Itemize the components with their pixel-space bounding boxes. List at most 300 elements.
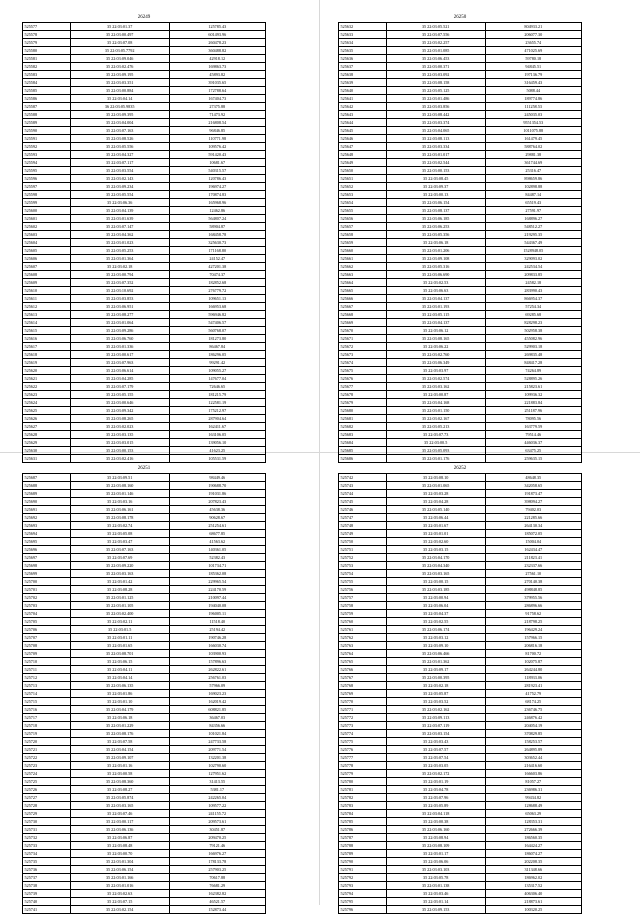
record-id-cell: 525611 xyxy=(23,295,71,303)
table-row xyxy=(339,714,582,722)
amount-cell: 15004.04 xyxy=(485,538,581,546)
record-id-cell: 525577 xyxy=(23,23,71,31)
timestamp-cell: 35 22:03:02.18 xyxy=(70,263,169,271)
amount-cell: 99434.82 xyxy=(485,794,581,802)
timestamp-cell: 35 22:03:09.37 xyxy=(386,183,485,191)
timestamp-cell: 35 22:03:01.016 xyxy=(70,882,169,890)
table-row xyxy=(339,319,582,327)
table-row xyxy=(339,415,582,423)
timestamp-cell: 35 22:03:03.351 xyxy=(70,79,169,87)
timestamp-cell: 35 22:03:05.093 xyxy=(386,447,485,455)
table-row xyxy=(23,650,266,658)
timestamp-cell: 35 22:03:03.334 xyxy=(386,143,485,151)
timestamp-cell: 35 22:03:06.63 xyxy=(386,287,485,295)
table-row xyxy=(339,754,582,762)
table-row xyxy=(339,375,582,383)
table-row xyxy=(23,79,266,87)
amount-cell: 70617.88 xyxy=(169,874,265,882)
table-row xyxy=(23,95,266,103)
timestamp-cell: 35 22:03:00.38 xyxy=(386,818,485,826)
timestamp-cell: 35 22:03:08.160 xyxy=(70,482,169,490)
record-id-cell: 525710 xyxy=(23,658,71,666)
amount-cell: 24152.47 xyxy=(169,255,265,263)
record-id-cell: 525623 xyxy=(23,391,71,399)
table-row xyxy=(23,618,266,626)
timestamp-cell: 35 22:03:05.356 xyxy=(386,231,485,239)
amount-cell: 168458.78 xyxy=(169,231,265,239)
amount-cell: 181273.80 xyxy=(169,335,265,343)
timestamp-cell: 35 22:03:09.220 xyxy=(70,562,169,570)
table-row xyxy=(339,119,582,127)
record-id-cell: 525709 xyxy=(23,650,71,658)
timestamp-cell: 35 22:03:03.554 xyxy=(70,167,169,175)
timestamp-cell: 35 22:03:07.96 xyxy=(386,794,485,802)
timestamp-cell: 35 22:03:01.229 xyxy=(70,722,169,730)
amount-cell: 163779.59 xyxy=(485,423,581,431)
timestamp-cell: 35 22:03:08.165 xyxy=(386,335,485,343)
table-row xyxy=(23,594,266,602)
record-id-cell: 525582 xyxy=(23,63,71,71)
amount-cell: 259635.15 xyxy=(485,455,581,463)
timestamp-cell: 35 22:03:05.556 xyxy=(70,143,169,151)
amount-cell: 229965.54 xyxy=(169,578,265,586)
record-id-cell: 525608 xyxy=(23,271,71,279)
table-row xyxy=(339,474,582,482)
table-row xyxy=(23,514,266,522)
timestamp-cell: 35 22:03:07.117 xyxy=(70,159,169,167)
record-id-cell: 525618 xyxy=(23,351,71,359)
record-id-cell: 525596 xyxy=(23,175,71,183)
amount-cell: 186074.27 xyxy=(485,850,581,858)
record-id-cell: 525589 xyxy=(23,119,71,127)
record-id-cell: 525727 xyxy=(23,794,71,802)
timestamp-cell: 35 22:03:00.371 xyxy=(386,63,485,71)
amount-cell: 260478.23 xyxy=(169,39,265,47)
amount-cell: 264895.89 xyxy=(485,746,581,754)
table-row xyxy=(339,343,582,351)
amount-cell: 57254.34 xyxy=(485,303,581,311)
table-row xyxy=(23,319,266,327)
amount-cell: 828298.23 xyxy=(485,319,581,327)
record-id-cell: 525644 xyxy=(339,119,387,127)
timestamp-cell: 35 22:03:09.046 xyxy=(70,55,169,63)
timestamp-cell: 35 22:03:06.614 xyxy=(70,367,169,375)
record-id-cell: 525762 xyxy=(339,634,387,642)
amount-cell: 105531.59 xyxy=(169,455,265,463)
table-row xyxy=(23,183,266,191)
table-row xyxy=(339,834,582,842)
amount-cell: 207823.43 xyxy=(169,498,265,506)
amount-cell: 10681.67 xyxy=(169,159,265,167)
record-id-cell: 525693 xyxy=(23,522,71,530)
amount-cell: 547406.57 xyxy=(169,319,265,327)
amount-cell: 84356.66 xyxy=(169,722,265,730)
amount-cell: 325630.73 xyxy=(169,239,265,247)
table-row xyxy=(339,455,582,463)
timestamp-cell: 35 22:03:03.12 xyxy=(386,634,485,642)
amount-cell: 866954.37 xyxy=(485,295,581,303)
record-id-cell: 525754 xyxy=(339,570,387,578)
table-row xyxy=(339,594,582,602)
record-id-cell: 525768 xyxy=(339,682,387,690)
record-id-cell: 525633 xyxy=(339,31,387,39)
timestamp-cell: 35 22:03:02.53 xyxy=(386,279,485,287)
timestamp-cell: 35 22:03:05.874 xyxy=(70,794,169,802)
amount-cell: 170874.83 xyxy=(169,191,265,199)
table-row xyxy=(23,578,266,586)
timestamp-cell: 35 22:03:08.360 xyxy=(70,778,169,786)
record-id-cell: 525737 xyxy=(23,874,71,882)
amount-cell: 216416.60 xyxy=(485,762,581,770)
timestamp-cell: 35 22:03:08.178 xyxy=(70,514,169,522)
data-table xyxy=(22,22,266,463)
timestamp-cell: 35 22:03:01.14 xyxy=(386,898,485,906)
table-row xyxy=(339,602,582,610)
table-row xyxy=(339,858,582,866)
amount-cell: 391035.65 xyxy=(169,79,265,87)
timestamp-cell: 35 22:03:05.08 xyxy=(70,530,169,538)
timestamp-cell: 35 22:03:07.15 xyxy=(70,898,169,906)
timestamp-cell: 35 22:03:08.113 xyxy=(386,135,485,143)
sheet-title: 26250 xyxy=(453,15,467,20)
table-row xyxy=(339,303,582,311)
timestamp-cell: 35 22:03:02.11 xyxy=(70,618,169,626)
table-row xyxy=(23,207,266,215)
timestamp-cell: 35 22:03:08.10 xyxy=(386,474,485,482)
record-id-cell: 525721 xyxy=(23,746,71,754)
record-id-cell: 525660 xyxy=(339,247,387,255)
amount-cell: 42918.12 xyxy=(169,55,265,63)
record-id-cell: 525583 xyxy=(23,71,71,79)
timestamp-cell: 35 22:03:05.87 xyxy=(386,690,485,698)
table-row xyxy=(339,95,582,103)
amount-cell: 79402.03 xyxy=(485,506,581,514)
table-row xyxy=(23,762,266,770)
table-row xyxy=(339,311,582,319)
table-row xyxy=(339,183,582,191)
record-id-cell: 525645 xyxy=(339,127,387,135)
timestamp-cell: 35 22:03:06.04 xyxy=(386,602,485,610)
record-id-cell: 525630 xyxy=(23,447,71,455)
table-row xyxy=(339,207,582,215)
table-row xyxy=(23,626,266,634)
record-id-cell: 525637 xyxy=(339,63,387,71)
table-row xyxy=(339,626,582,634)
amount-cell: 548512.27 xyxy=(485,223,581,231)
table-row xyxy=(339,578,582,586)
amount-cell: 588764.02 xyxy=(485,143,581,151)
timestamp-cell: 35 22:03:00.497 xyxy=(70,31,169,39)
table-row xyxy=(339,263,582,271)
amount-cell: 191873.47 xyxy=(485,490,581,498)
timestamp-cell: 35 22:03:01.206 xyxy=(386,247,485,255)
table-row xyxy=(23,562,266,570)
record-id-cell: 525656 xyxy=(339,215,387,223)
table-row xyxy=(23,255,266,263)
timestamp-cell: 35 22:03:05.78 xyxy=(386,874,485,882)
sheet-panel-1 xyxy=(22,14,266,463)
amount-cell: 216808.54 xyxy=(169,119,265,127)
record-id-cell: 525639 xyxy=(339,79,387,87)
timestamp-cell: 35 22:03:08.701 xyxy=(70,650,169,658)
table-row xyxy=(339,367,582,375)
timestamp-cell: 35 22:03:03.162 xyxy=(386,383,485,391)
table-row xyxy=(23,399,266,407)
table-row xyxy=(339,682,582,690)
table-row xyxy=(339,738,582,746)
amount-cell: 218798.25 xyxy=(485,618,581,626)
record-id-cell: 525627 xyxy=(23,423,71,431)
amount-cell: 157896.63 xyxy=(169,658,265,666)
amount-cell: 25316.47 xyxy=(485,167,581,175)
record-id-cell: 525675 xyxy=(339,367,387,375)
table-row xyxy=(339,199,582,207)
timestamp-cell: 35 22:03:03.52 xyxy=(386,698,485,706)
timestamp-cell: 35 22:03:02.55 xyxy=(386,618,485,626)
table-row xyxy=(23,327,266,335)
table-row xyxy=(339,255,582,263)
amount-cell: 86467.84 xyxy=(169,343,265,351)
amount-cell: 24582.18 xyxy=(485,279,581,287)
amount-cell: 498848.85 xyxy=(485,586,581,594)
timestamp-cell: 35 22:03:09.107 xyxy=(70,754,169,762)
record-id-cell: 525626 xyxy=(23,415,71,423)
timestamp-cell: 35 22:03:08.176 xyxy=(70,730,169,738)
table-row xyxy=(23,770,266,778)
table-row xyxy=(23,335,266,343)
amount-cell: 209470.25 xyxy=(169,834,265,842)
timestamp-cell: 35 22:03:01.304 xyxy=(70,858,169,866)
table-row xyxy=(339,898,582,906)
timestamp-cell: 35 22:03:03.103 xyxy=(386,866,485,874)
amount-cell: 132201.38 xyxy=(169,754,265,762)
amount-cell: 560768.07 xyxy=(169,327,265,335)
amount-cell: 158253.57 xyxy=(485,738,581,746)
timestamp-cell: 35 22:03:05.554 xyxy=(70,191,169,199)
record-id-cell: 525717 xyxy=(23,714,71,722)
table-row xyxy=(23,858,266,866)
table-row xyxy=(23,447,266,455)
record-id-cell: 525750 xyxy=(339,538,387,546)
table-row xyxy=(23,287,266,295)
timestamp-cell: 35 22:03:07.58 xyxy=(70,738,169,746)
timestamp-cell: 35 22:03:03.28 xyxy=(386,490,485,498)
record-id-cell: 525625 xyxy=(23,407,71,415)
record-id-cell: 525718 xyxy=(23,722,71,730)
record-id-cell: 525668 xyxy=(339,311,387,319)
record-id-cell: 525679 xyxy=(339,399,387,407)
record-id-cell: 525654 xyxy=(339,199,387,207)
table-row xyxy=(339,239,582,247)
amount-cell: 264130.34 xyxy=(485,522,581,530)
amount-cell: 564807.24 xyxy=(169,215,265,223)
timestamp-cell: 35 22:03:06.135 xyxy=(70,682,169,690)
timestamp-cell: 35 22:03:06.18 xyxy=(386,239,485,247)
record-id-cell: 525776 xyxy=(339,746,387,754)
record-id-cell: 525678 xyxy=(339,391,387,399)
timestamp-cell: 35 22:03:02.167 xyxy=(386,415,485,423)
record-id-cell: 525700 xyxy=(23,578,71,586)
amount-cell: 162411.67 xyxy=(169,423,265,431)
timestamp-cell: 35 22:03:03.165 xyxy=(386,570,485,578)
record-id-cell: 525677 xyxy=(339,383,387,391)
timestamp-cell: 35 22:03:06.44 xyxy=(386,514,485,522)
record-id-cell: 525681 xyxy=(339,415,387,423)
record-id-cell: 525684 xyxy=(339,439,387,447)
timestamp-cell: 35 22:03:02.760 xyxy=(386,351,485,359)
amount-cell: 163106.05 xyxy=(169,431,265,439)
timestamp-cell: 35 22:03:05.115 xyxy=(386,311,485,319)
amount-cell: 45638.36 xyxy=(169,506,265,514)
timestamp-cell: 35 22:03:02.143 xyxy=(70,175,169,183)
timestamp-cell: 35 22:03:09.108 xyxy=(386,255,485,263)
record-id-cell: 525696 xyxy=(23,546,71,554)
record-id-cell: 525657 xyxy=(339,223,387,231)
amount-cell: 109055.27 xyxy=(169,367,265,375)
timestamp-cell: 35 22:03:09.10 xyxy=(386,642,485,650)
record-id-cell: 525733 xyxy=(23,842,71,850)
record-id-cell: 525726 xyxy=(23,786,71,794)
amount-cell: 219295.35 xyxy=(485,231,581,239)
amount-cell: 316459.43 xyxy=(485,79,581,87)
table-row xyxy=(339,439,582,447)
table-row xyxy=(23,890,266,898)
timestamp-cell: 35 22:03:03.46 xyxy=(386,890,485,898)
timestamp-cell: 35 22:03:00.87 xyxy=(386,391,485,399)
table-row xyxy=(339,818,582,826)
timestamp-cell: 35 22:03:06.253 xyxy=(386,223,485,231)
table-row xyxy=(23,175,266,183)
amount-cell: 190746.28 xyxy=(169,634,265,642)
record-id-cell: 525685 xyxy=(339,447,387,455)
amount-cell: 166976.27 xyxy=(169,850,265,858)
amount-cell: 181215.79 xyxy=(169,391,265,399)
amount-cell: 31413.55 xyxy=(169,778,265,786)
amount-cell: 186962.02 xyxy=(485,874,581,882)
table-row xyxy=(23,706,266,714)
table-row xyxy=(339,786,582,794)
timestamp-cell: 35 22:03:01.017 xyxy=(386,151,485,159)
amount-cell: 286896.66 xyxy=(485,602,581,610)
data-table xyxy=(338,473,582,914)
amount-cell: 102898.88 xyxy=(485,183,581,191)
timestamp-cell: 35 22:03:01.37 xyxy=(70,23,169,31)
record-id-cell: 525739 xyxy=(23,890,71,898)
table-row xyxy=(23,271,266,279)
timestamp-cell: 35 22:03:03.47 xyxy=(70,538,169,546)
timestamp-cell: 35 22:03:03.374 xyxy=(386,119,485,127)
table-row xyxy=(339,882,582,890)
amount-cell: 209573.61 xyxy=(169,818,265,826)
record-id-cell: 525698 xyxy=(23,562,71,570)
timestamp-cell: 35 22:03:07.08 xyxy=(70,39,169,47)
record-id-cell: 525790 xyxy=(339,858,387,866)
timestamp-cell: 35 22:03:02.023 xyxy=(70,423,169,431)
table-row xyxy=(339,634,582,642)
amount-cell: 90628.67 xyxy=(169,514,265,522)
table-row xyxy=(23,303,266,311)
amount-cell: 361744.69 xyxy=(485,159,581,167)
table-row xyxy=(23,674,266,682)
table-row xyxy=(23,31,266,39)
amount-cell: 224170.59 xyxy=(169,586,265,594)
record-id-cell: 525758 xyxy=(339,602,387,610)
record-id-cell: 525604 xyxy=(23,239,71,247)
record-id-cell: 525647 xyxy=(339,143,387,151)
record-id-cell: 525753 xyxy=(339,562,387,570)
table-row xyxy=(339,223,582,231)
timestamp-cell: 35 22:03:00.117 xyxy=(70,818,169,826)
amount-cell: 99291.42 xyxy=(169,359,265,367)
record-id-cell: 525612 xyxy=(23,303,71,311)
amount-cell: 128688.49 xyxy=(485,802,581,810)
amount-cell: 379955.56 xyxy=(485,594,581,602)
timestamp-cell: 35 22:03:07.147 xyxy=(70,223,169,231)
amount-cell: 196429.24 xyxy=(485,626,581,634)
timestamp-cell: 35 22:03:01.166 xyxy=(70,874,169,882)
timestamp-cell: 35 22:03:08.442 xyxy=(386,111,485,119)
table-row xyxy=(23,498,266,506)
table-row xyxy=(339,490,582,498)
record-id-cell: 525773 xyxy=(339,722,387,730)
record-id-cell: 525689 xyxy=(23,490,71,498)
record-id-cell: 525783 xyxy=(339,802,387,810)
record-id-cell: 525777 xyxy=(339,754,387,762)
table-row xyxy=(23,439,266,447)
table-row xyxy=(23,522,266,530)
amount-cell: 65519.43 xyxy=(485,199,581,207)
table-row xyxy=(339,658,582,666)
timestamp-cell: 35 22:03:00.884 xyxy=(70,87,169,95)
timestamp-cell: 35 22:03:08.109 xyxy=(386,842,485,850)
amount-cell: 529903.18 xyxy=(485,343,581,351)
amount-cell: 11518.40 xyxy=(169,618,265,626)
record-id-cell: 525586 xyxy=(23,95,71,103)
record-id-cell: 525580 xyxy=(23,47,71,55)
amount-cell: 166603.86 xyxy=(485,770,581,778)
table-row xyxy=(23,407,266,415)
timestamp-cell: 35 22:03:06.87 xyxy=(70,834,169,842)
amount-cell: 48648.35 xyxy=(485,474,581,482)
table-row xyxy=(339,87,582,95)
timestamp-cell: 35 22:03:07.163 xyxy=(70,127,169,135)
timestamp-cell: 35 22:03:03.97 xyxy=(386,367,485,375)
record-id-cell: 525697 xyxy=(23,554,71,562)
amount-cell: 215823.61 xyxy=(485,383,581,391)
record-id-cell: 525699 xyxy=(23,570,71,578)
table-row xyxy=(23,586,266,594)
amount-cell: 103900.93 xyxy=(169,650,265,658)
timestamp-cell: 35 22:03:04.137 xyxy=(386,319,485,327)
record-id-cell: 525755 xyxy=(339,578,387,586)
table-row xyxy=(23,666,266,674)
record-id-cell: 525602 xyxy=(23,223,71,231)
timestamp-cell: 35 22:03:04.285 xyxy=(70,375,169,383)
table-row xyxy=(23,882,266,890)
table-row xyxy=(339,423,582,431)
record-id-cell: 525745 xyxy=(339,498,387,506)
amount-cell: 264244.80 xyxy=(485,666,581,674)
record-id-cell: 525720 xyxy=(23,738,71,746)
table-row xyxy=(23,818,266,826)
record-id-cell: 525780 xyxy=(339,778,387,786)
amount-cell: 5088.44 xyxy=(485,87,581,95)
table-row xyxy=(23,111,266,119)
amount-cell: 98449.46 xyxy=(169,474,265,482)
timestamp-cell: 35 22:03:03.05 xyxy=(386,762,485,770)
amount-cell: 168896.27 xyxy=(485,215,581,223)
record-id-cell: 525622 xyxy=(23,383,71,391)
